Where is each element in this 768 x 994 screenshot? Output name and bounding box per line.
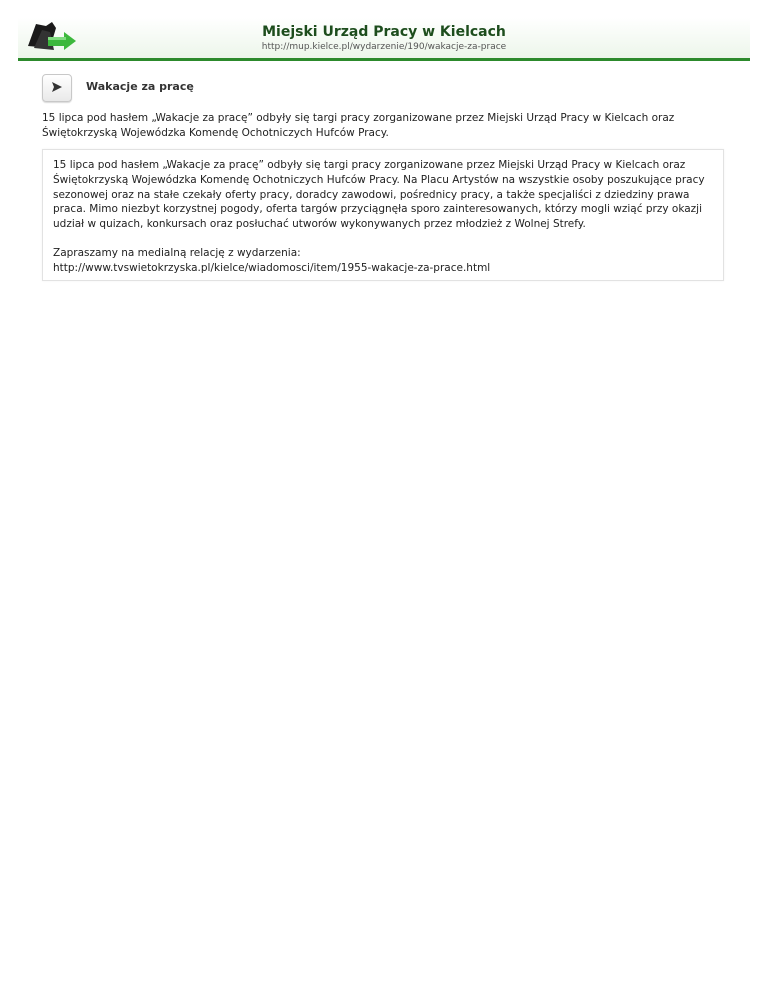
article-body-paragraph: [53, 246, 713, 276]
site-title: Miejski Urząd Pracy w Kielcach: [262, 24, 506, 40]
article-body: [53, 158, 713, 276]
article-body-paragraph: 15 lipca pod hasłem „Wakacje za pracę” odbyły się targi pracy zorganizowane przez Miejski Urząd Pracy w Kielcach oraz Świętokrzyską Wojewódzka Komendę Ochotniczych Hufców Pracy. Na Placu Artystów na wszystkie osoby poszukujące pracy sezonowej oraz na stałe czekały oferty pracy, doradcy zawodowi, pośrednicy pracy, a także specjaliści z dziedziny prawa praca. Mimo niezbyt korzystnej pogody, oferta targów przyciągnęła sporo zainteresowanych, którzy mogli wziąć przy okazji udział w quizach, konkursach oraz posłuchać utworów wykonywanych przez młodzież z Wolnej Strefy.: [53, 159, 705, 231]
page-header: [18, 18, 750, 61]
play-arrow-icon: [51, 81, 63, 93]
play-arrow-button[interactable]: [42, 74, 72, 102]
article-title: Wakacje za pracę: [86, 80, 194, 93]
article-body-box: [42, 149, 724, 281]
media-relation-link[interactable]: http://www.tvswietokrzyska.pl/kielce/wiadomosci/item/1955-wakacje-za-prace.html: [53, 261, 491, 274]
article-intro: 15 lipca pod hasłem „Wakacje za pracę” odbyły się targi pracy zorganizowane przez Miejski Urząd Pracy w Kielcach oraz Świętokrzyską Wojewódzka Komendę Ochotniczych Hufców Pracy.: [42, 112, 675, 139]
media-relation-text: Zapraszamy na medialną relację z wydarzenia:: [53, 246, 301, 259]
site-url: http://mup.kielce.pl/wydarzenie/190/wakacje-za-prace: [261, 42, 507, 52]
